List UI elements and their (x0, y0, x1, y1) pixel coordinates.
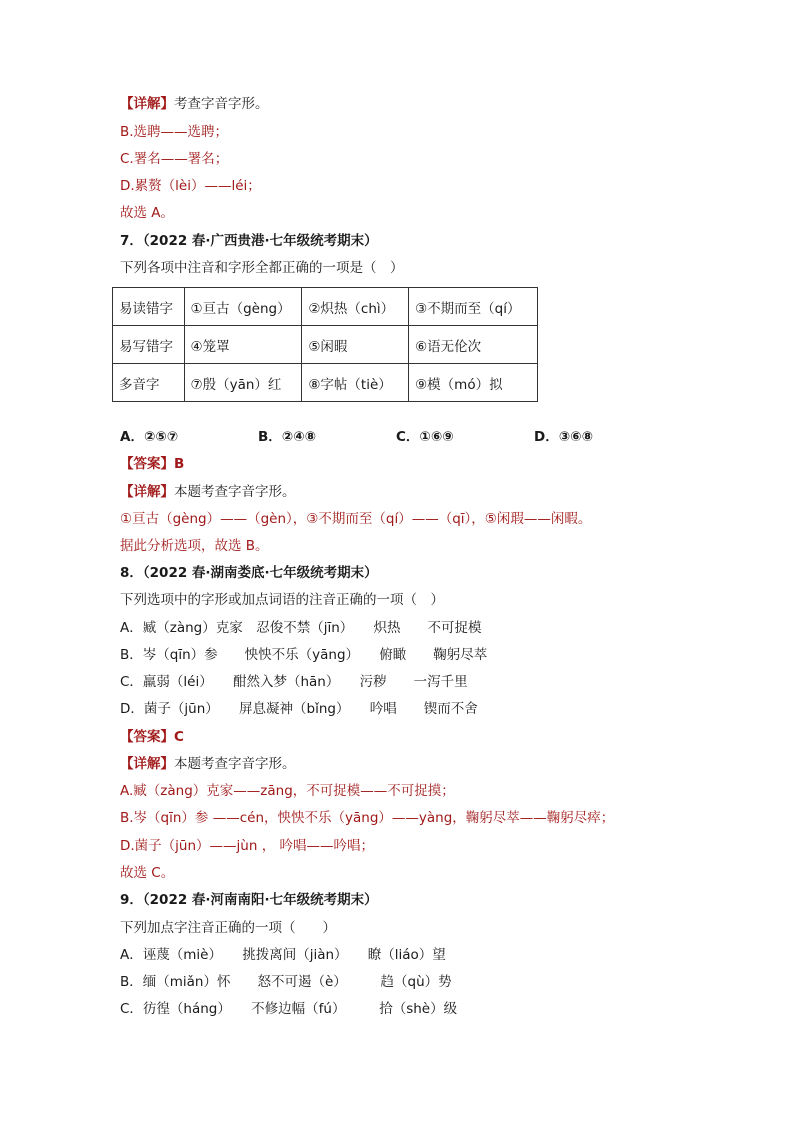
q7-stem: 下列各项中注音和字形全都正确的一项是（ ） (120, 260, 404, 276)
detail-tag: 【详解】 (120, 756, 174, 772)
q7-header (120, 231, 378, 251)
q9-number: 9． (120, 892, 143, 908)
q8-explain-d: D.菌子（jūn）——jùn ， 吟唱——吟唱； (120, 838, 374, 854)
q9-source: （2022 春·河南南阳·七年级统考期末） (142, 892, 378, 908)
table-cell: 易写错字 (113, 326, 185, 364)
q8-explain-b: B.岑（qīn）参 ——cén，怏怏不乐（yāng）——yàng，鞠躬尽萃——鞠躬尽瘁； (120, 810, 615, 826)
q8-stem: 下列选项中的字形或加点词语的注音正确的一项（ ） (120, 592, 444, 608)
prev-line-c: C.署名——署名； (120, 151, 229, 167)
option-c: C．①⑥⑨ (396, 429, 454, 445)
detail-text: 本题考查字音字形。 (174, 484, 296, 500)
q8-explain-a: A.臧（zàng）克家——zāng，不可捉模——不可捉摸； (120, 783, 455, 799)
q9-header (120, 890, 378, 910)
table-cell: 易读错字 (113, 288, 185, 326)
q8-option-d: D．菌子（jūn） 屏息凝神（bǐng） 吟唱 锲而不舍 (120, 701, 478, 717)
q9-option-b: B．缅（miǎn）怀 怒不可遏（è） 趋（qù）势 (120, 974, 452, 990)
q7-table (112, 287, 538, 402)
table-cell: ⑥语无伦次 (409, 326, 538, 364)
answer-value: C (174, 729, 184, 745)
q9-stem: 下列加点字注音正确的一项（ ） (120, 920, 336, 936)
table-cell: ④笼罩 (184, 326, 302, 364)
detail-tag: 【详解】 (120, 96, 174, 112)
table-cell: ③不期而至（qí） (409, 288, 538, 326)
q8-option-b: B．岑（qīn）参 怏怏不乐（yāng） 俯瞰 鞠躬尽萃 (120, 647, 488, 663)
option-b: B．②④⑧ (258, 429, 317, 445)
table-cell: ①亘古（gèng） (184, 288, 302, 326)
prev-detail (120, 94, 269, 114)
q7-number: 7． (120, 233, 143, 249)
table-cell: ⑧字帖（tiè） (302, 364, 409, 402)
option-d: D．③⑥⑧ (534, 429, 593, 445)
q7-conclusion: 据此分析选项，故选 B。 (120, 538, 269, 554)
q7-detail (120, 482, 296, 502)
table-row (113, 364, 538, 402)
prev-conclusion: 故选 A。 (120, 205, 175, 221)
prev-line-b: B.选聘——选聘； (120, 124, 229, 140)
prev-line-d: D.累赘（lèi）——léi； (120, 178, 261, 194)
q8-answer (120, 727, 184, 747)
q9-option-c: C．彷徨（háng） 不修边幅（fú） 拾（shè）级 (120, 1001, 458, 1017)
q8-header (120, 563, 378, 583)
detail-tag: 【详解】 (120, 484, 174, 500)
q8-detail (120, 754, 296, 774)
q7-answer (120, 454, 184, 474)
q8-source: （2022 春·湖南娄底·七年级统考期末） (142, 565, 378, 581)
answer-value: B (174, 456, 185, 472)
detail-text: 本题考查字音字形。 (174, 756, 296, 772)
q8-option-a: A．臧（zàng）克家 忍俊不禁（jīn） 炽热 不可捉模 (120, 620, 482, 636)
q8-number: 8． (120, 565, 143, 581)
answer-tag: 【答案】 (120, 729, 174, 745)
table-row (113, 326, 538, 364)
q7-source: （2022 春·广西贵港·七年级统考期末） (142, 233, 378, 249)
q8-option-c: C．羸弱（léi） 酣然入梦（hān） 污秽 一泻千里 (120, 674, 468, 690)
table-row (113, 288, 538, 326)
detail-text: 考查字音字形。 (174, 96, 269, 112)
option-a: A．②⑤⑦ (120, 429, 179, 445)
table-cell: ⑨模（mó）拟 (409, 364, 538, 402)
table-cell: ②炽热（chì） (302, 288, 409, 326)
q7-explain: ①亘古（gèng）——（gèn），③不期而至（qí）——（qī），⑤闲瑕——闲暇。 (120, 511, 592, 527)
q7-options (120, 427, 593, 447)
table-cell: 多音字 (113, 364, 185, 402)
q9-option-a: A．诬蔑（miè） 挑拨离间（jiàn） 瞭（liáo）望 (120, 947, 446, 963)
table-cell: ⑦殷（yān）红 (184, 364, 302, 402)
q8-conclusion: 故选 C。 (120, 865, 175, 881)
table-cell: ⑤闲暇 (302, 326, 409, 364)
answer-tag: 【答案】 (120, 456, 174, 472)
